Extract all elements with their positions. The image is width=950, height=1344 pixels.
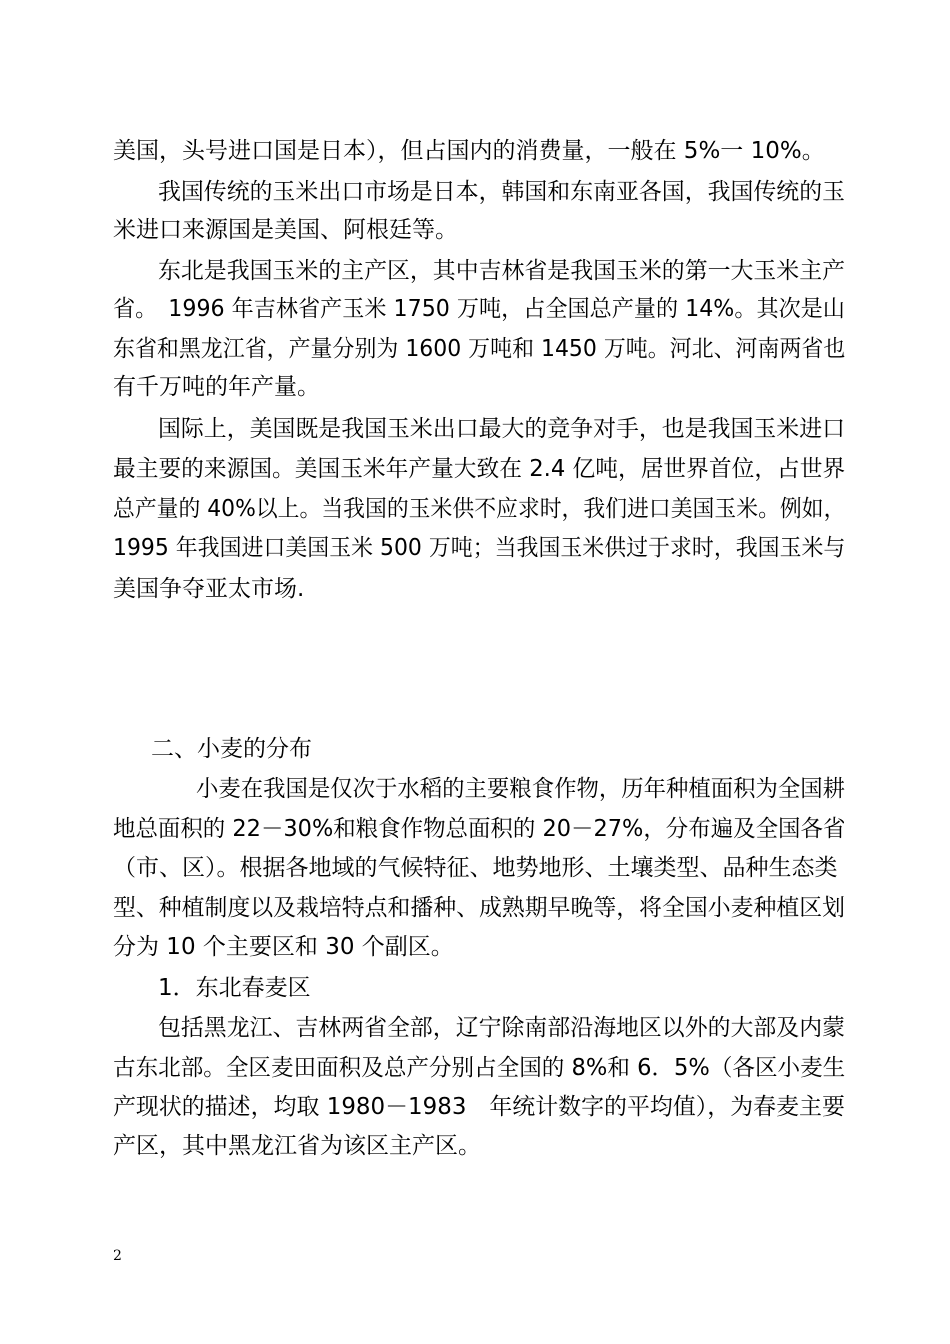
text-line: 1995 年我国进口美国玉米 500 万吨；当我国玉米供过于求时，我国玉米与 [113, 535, 846, 561]
text-line: 有千万吨的年产量。 [113, 374, 320, 400]
text-line: （市、区）。根据各地域的气候特征、地势地形、土壤类型、品种生态类 [113, 855, 838, 881]
text-line: 地总面积的 22－30%和粮食作物总面积的 20－27%，分布遍及全国各省 [113, 816, 846, 842]
text-line: 包括黑龙江、吉林两省全部，辽宁除南部沿海地区以外的大部及内蒙 [158, 1015, 845, 1041]
text-line: 美国，头号进口国是日本），但占国内的消费量，一般在 5%一 10%。 [113, 138, 825, 164]
text-line: 小麦在我国是仅次于水稻的主要粮食作物，历年种植面积为全国耕 [196, 776, 845, 802]
text-line: 产区，其中黑龙江省为该区主产区。 [113, 1133, 481, 1159]
text-line: 我国传统的玉米出口市场是日本，韩国和东南亚各国，我国传统的玉 [158, 179, 845, 205]
text-line: 米进口来源国是美国、阿根廷等。 [113, 217, 458, 243]
page-number: 2 [113, 1248, 122, 1264]
text-line: 省。 1996 年吉林省产玉米 1750 万吨，占全国总产量的 14%。其次是山 [113, 296, 845, 322]
text-line: 产现状的描述，均取 1980－1983 年统计数字的平均值），为春麦主要 [113, 1094, 845, 1120]
text-line: 东北是我国玉米的主产区，其中吉林省是我国玉米的第一大玉米主产 [158, 258, 845, 284]
text-line: 国际上，美国既是我国玉米出口最大的竞争对手，也是我国玉米进口 [158, 416, 845, 442]
text-line: 美国争夺亚太市场. [113, 576, 305, 602]
text-line: 东省和黑龙江省，产量分别为 1600 万吨和 1450 万吨。河北、河南两省也 [113, 336, 846, 362]
subsection-heading: 1．东北春麦区 [158, 975, 311, 1001]
text-line: 最主要的来源国。美国玉米年产量大致在 2.4 亿吨，居世界首位，占世界 [113, 456, 846, 482]
text-line: 型、种植制度以及栽培特点和播种、成熟期早晚等，将全国小麦种植区划 [113, 895, 845, 921]
text-line: 总产量的 40%以上。当我国的玉米供不应求时，我们进口美国玉米。例如， [113, 496, 846, 522]
text-line: 分为 10 个主要区和 30 个副区。 [113, 934, 454, 960]
text-line: 古东北部。全区麦田面积及总产分别占全国的 8%和 6．5%（各区小麦生 [113, 1055, 846, 1081]
section-heading: 二、小麦的分布 [151, 736, 312, 762]
